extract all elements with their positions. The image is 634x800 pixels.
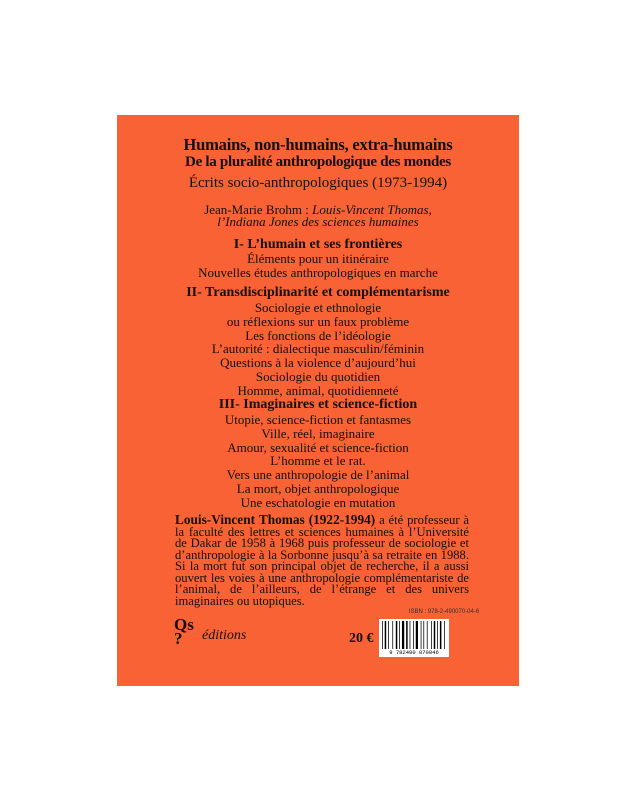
section-1-list	[117, 252, 519, 280]
toc-item: Une eschatologie en mutation	[240, 494, 396, 510]
book-subtitle-2: Écrits socio-anthropologiques (1973-1994)	[188, 175, 448, 191]
isbn-label: ISBN : 978-2-490070-04-6	[408, 609, 480, 615]
toc-item: L’autorité : dialectique masculin/féminin	[211, 341, 425, 357]
toc-item: Vers une anthropologie de l’animal	[226, 467, 410, 483]
intro-block	[117, 204, 519, 228]
intro-title: Louis-Vincent Thomas,	[312, 202, 432, 217]
section-1-title: I- L’humain et ses frontières	[233, 237, 403, 252]
publisher-name: éditions	[202, 628, 247, 643]
section-2-list	[117, 301, 519, 398]
toc-item: Questions à la violence d’aujourd’hui	[220, 355, 416, 371]
toc-item: L’homme et le rat.	[270, 453, 366, 469]
bio-text: a été professeur à la faculté des lettres et sciences humaines à l’Université de Dakar de 1958 à 1968 puis professeur de sociologie et d’anthropologie à la Sorbonne jusqu’à sa retraite en 1988. Si la mort fut son principal objet de recherche, il a aussi ouvert les voies à une anthropologie complémentariste de l’animal, de l’ailleurs, de l’étrange et des univers imaginaires ou utopiques.	[175, 513, 469, 608]
logo-top: Qs	[174, 615, 194, 634]
book-title: Humains, non-humains, extra-humains	[183, 135, 453, 154]
section-3-title: III- Imaginaires et science-fiction	[218, 397, 418, 412]
toc-item: Sociologie du quotidien	[255, 368, 381, 384]
price: 20 €	[349, 631, 374, 646]
intro-author: Jean-Marie Brohm :	[204, 202, 313, 217]
toc-item: ou réflexions sur un faux problème	[226, 313, 410, 329]
toc-item: Sociologie et ethnologie	[254, 300, 382, 315]
intro-title-cont: l’Indiana Jones des sciences humaines	[217, 214, 419, 229]
toc-item: Homme, animal, quotidienneté	[237, 382, 399, 398]
toc-item: Ville, réel, imaginaire	[261, 425, 375, 441]
barcode-number: 9 782490 070046	[389, 649, 439, 656]
back-cover	[117, 115, 519, 686]
toc-item: Amour, sexualité et science-fiction	[227, 439, 409, 455]
section-3-list	[117, 413, 519, 510]
toc-item: Utopie, science-fiction et fantasmes	[224, 412, 412, 427]
toc-item: Éléments pour un itinéraire	[247, 251, 389, 266]
publisher-logo	[174, 615, 196, 648]
toc-item: La mort, objet anthropologique	[236, 480, 400, 496]
author-bio	[175, 514, 469, 607]
section-2-title: II- Transdisciplinarité et complémentarisme	[186, 285, 450, 300]
intro-line-2	[117, 216, 519, 228]
toc-item: Les fonctions de l’idéologie	[245, 327, 391, 343]
logo-bottom: ?	[174, 629, 183, 648]
barcode	[379, 619, 449, 657]
bio-name: Louis-Vincent Thomas (1922-1994)	[175, 512, 376, 527]
book-subtitle: De la pluralité anthropologique des mondes	[185, 154, 451, 170]
toc-item: Nouvelles études anthropologiques en marche	[198, 264, 438, 280]
